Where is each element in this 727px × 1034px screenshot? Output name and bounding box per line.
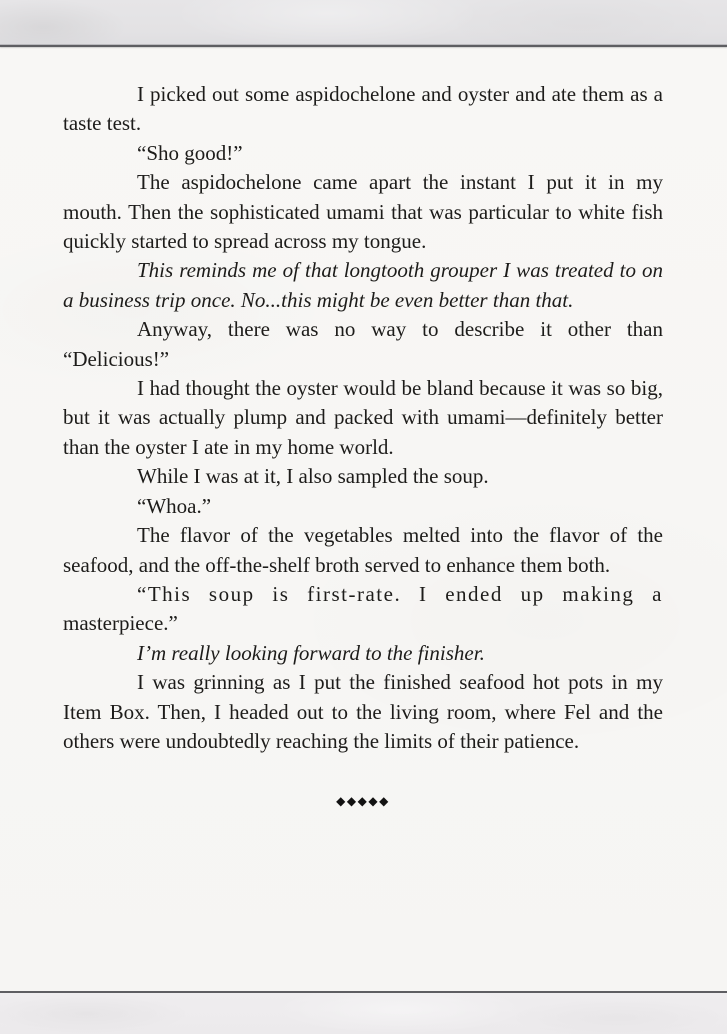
paragraph-11-inner-thought: I’m really looking forward to the finisher.: [137, 640, 485, 665]
paragraph-6: I had thought the oyster would be bland because it was so big, but it was actually plump and packed with umami—definitely better than the oyster I ate in my home world.: [63, 376, 663, 459]
paragraph-2-dialogue: “Sho good!”: [137, 140, 243, 165]
paragraph-12: I was grinning as I put the finished seafood hot pots in my Item Box. Then, I headed out to the living room, where Fel and the others were undoubtedly reaching the limits of their patience.: [63, 670, 663, 753]
paragraph-9: The flavor of the vegetables melted into the flavor of the seafood, and the off-the-shelf broth served to enhance them both.: [63, 523, 663, 577]
paragraph-1: I picked out some aspidochelone and oyster and ate them as a taste test.: [63, 82, 663, 136]
page-text-block: [0, 47, 727, 991]
paragraph-3: The aspidochelone came apart the instant I put it in my mouth. Then the sophisticated umami that was particular to white fish quickly started to spread across my tongue.: [63, 170, 663, 254]
bottom-margin-band: [0, 993, 727, 1034]
paragraph-4-inner-thought: This reminds me of that longtooth grouper I was treated to on a business trip once. No...this might be even better than that.: [63, 258, 663, 312]
scene-break-ornament: ◆◆◆◆◆: [336, 794, 390, 809]
paragraph-5: Anyway, there was no way to describe it other than “Delicious!”: [63, 317, 663, 371]
paragraph-7: While I was at it, I also sampled the soup.: [137, 464, 489, 489]
top-margin-band: [0, 0, 727, 45]
paragraph-8-dialogue: “Whoa.”: [137, 493, 212, 518]
paragraph-10-dialogue: “This soup is first-rate. I ended up making a masterpiece.”: [63, 581, 663, 636]
